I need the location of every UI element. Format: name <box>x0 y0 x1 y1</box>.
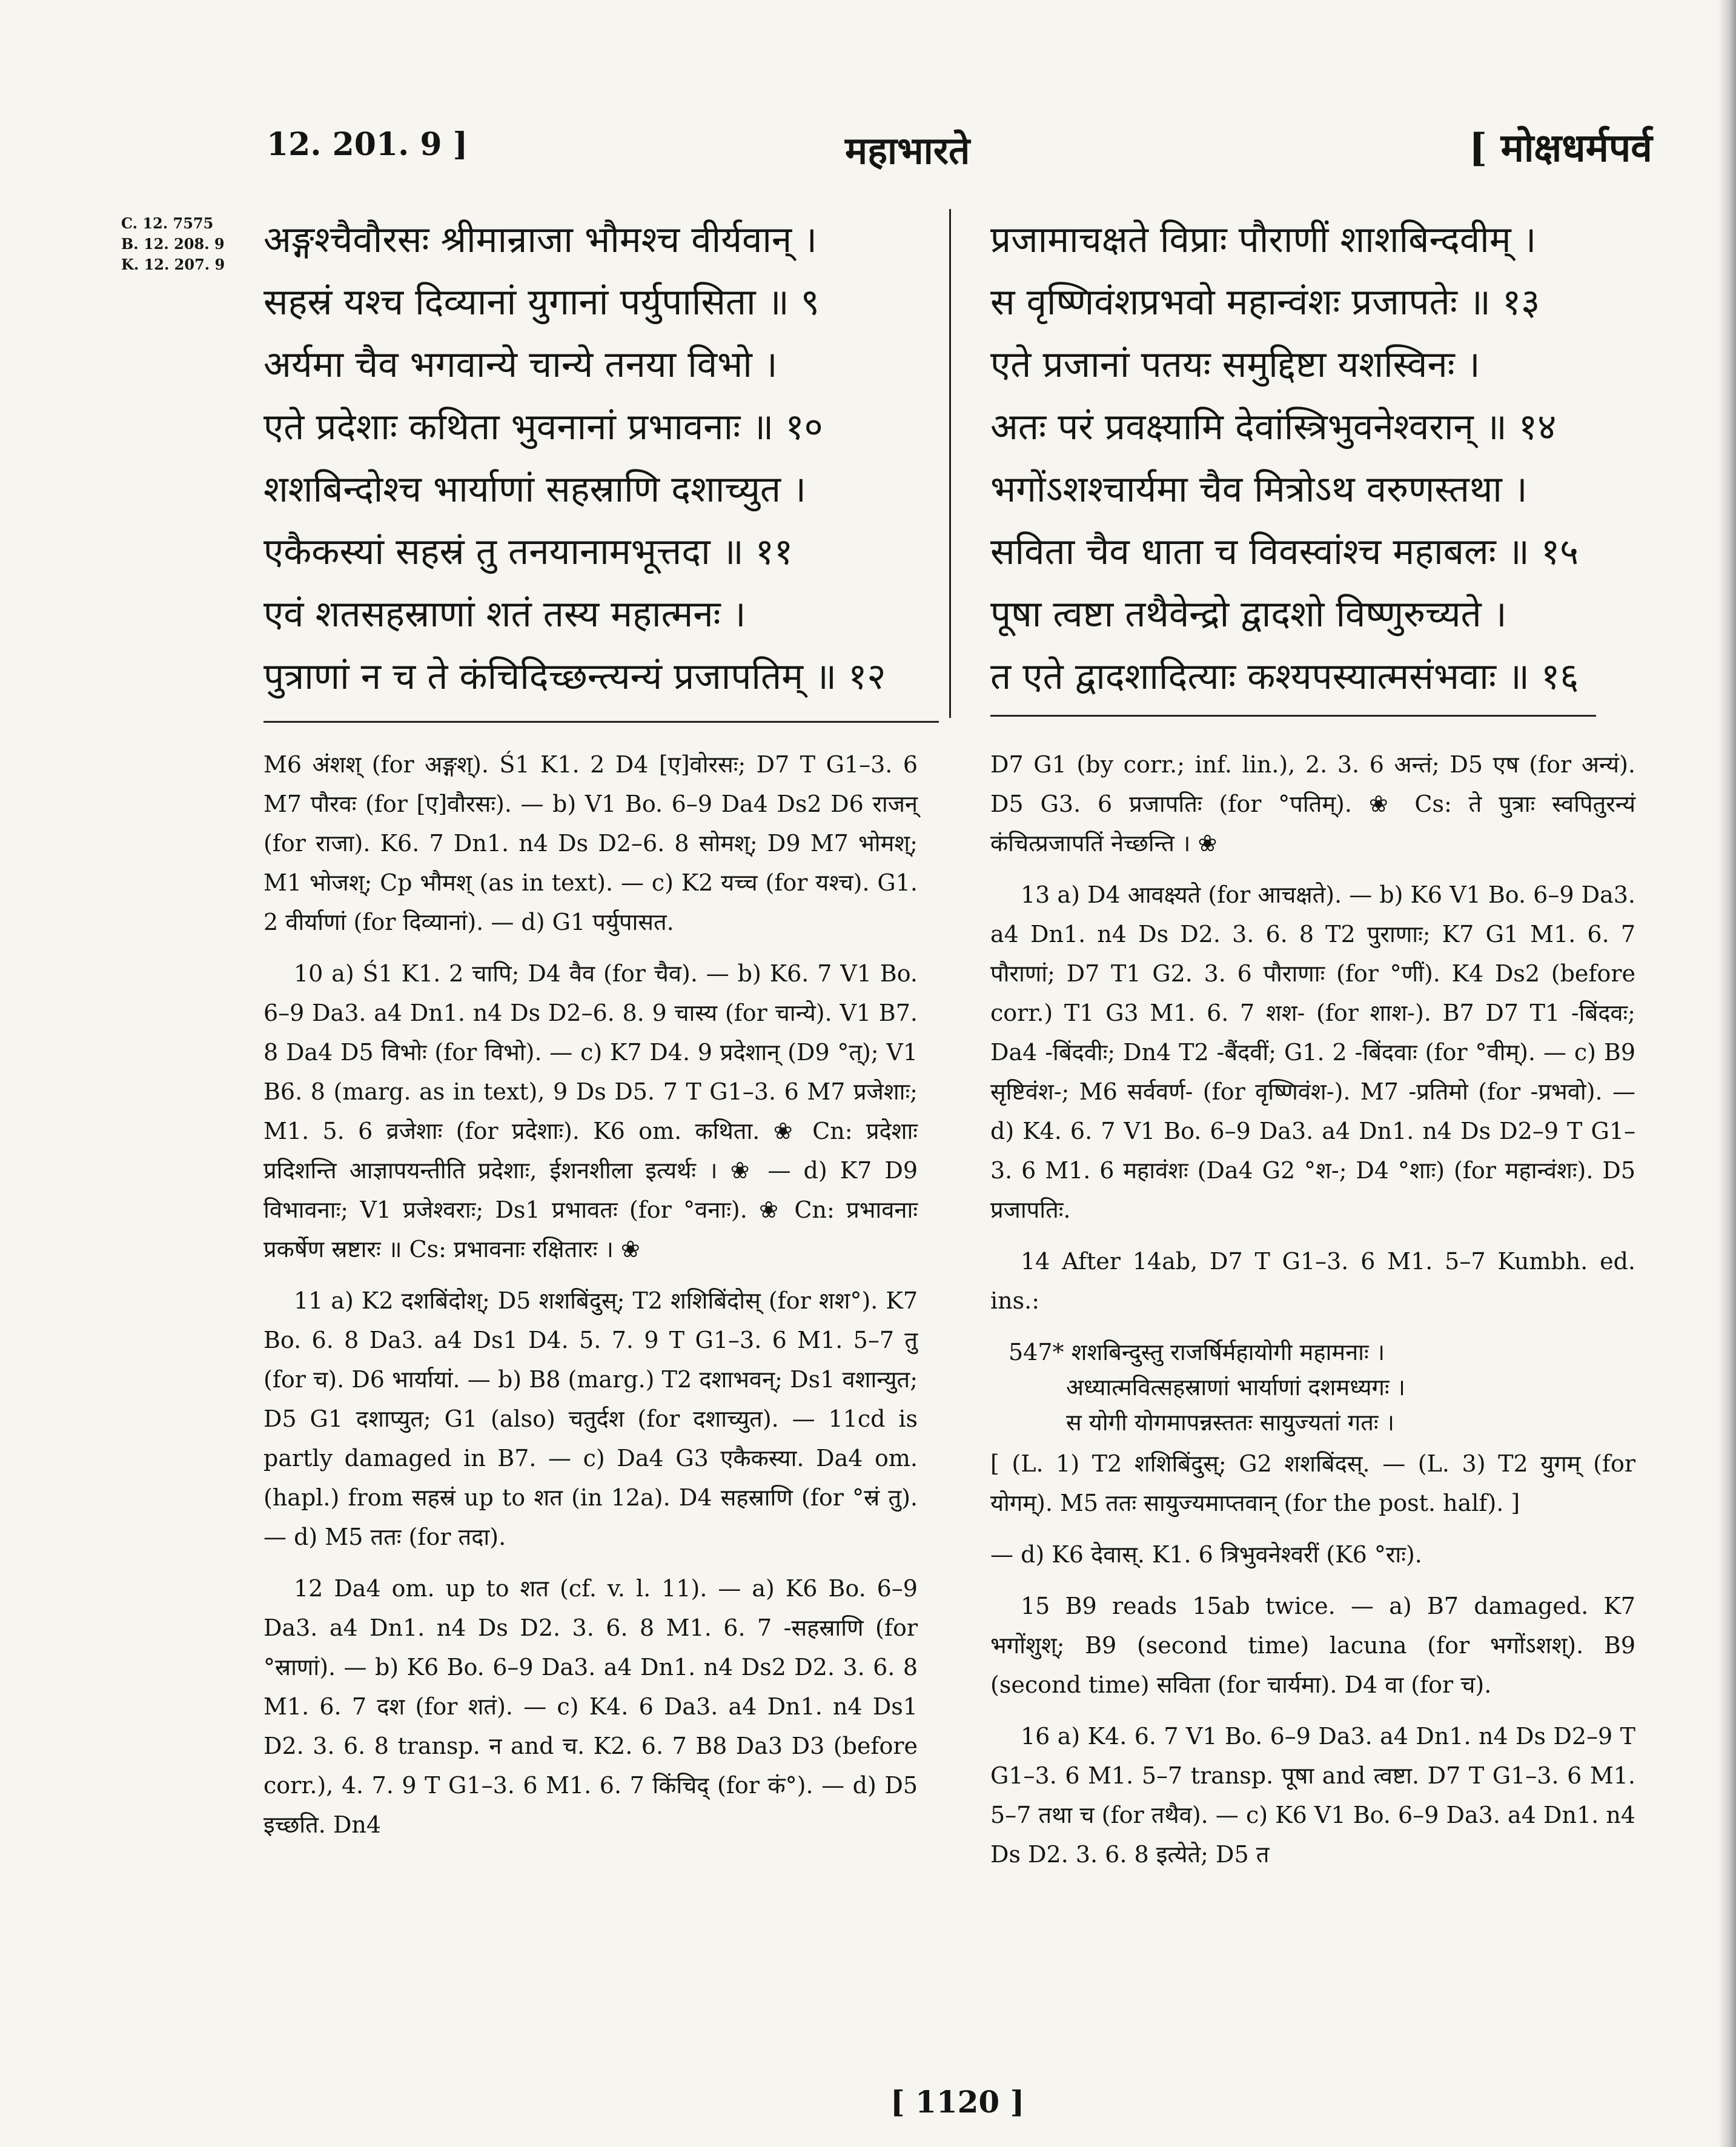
verses-right-column <box>990 209 1579 708</box>
apparatus-note: 11 a) K2 दशबिंदोश्; D5 शशबिंदुस्; T2 शशिबिंदोस् (for शश°). K7 Bo. 6. 8 Da3. a4 Ds1 D4. 5. 7. 9 T G1–3. 6 M1. 5–7 तु (for च). D6 भार्यायां. — b) B8 (marg.) T2 दशाभवन्; Ds1 वशान्युत; D5 G1 दशाप्युत; G1 (also) चतुर्दश (for दशाच्युत). — 11cd is partly damaged in B7. — c) Da4 G3 एकैकस्या. Da4 om. (hapl.) from सहस्रं up to शत (in 12a). D4 सहस्राणि (for °स्रं तु). — d) M5 ततः (for तदा). <box>263 1287 918 1550</box>
insertion-note: [ (L. 1) T2 शशिबिंदुस्; G2 शशबिंदस्. — (L. 3) T2 युगम् (for योगम्). M5 ततः सायुज्यमाप्तवान् (for the post. half). ] <box>990 1450 1635 1516</box>
verse-line: त एते द्वादशादित्याः कश्यपस्यात्मसंभवाः ॥ १६ <box>990 655 1579 698</box>
apparatus-note: 16 a) K4. 6. 7 V1 Bo. 6–9 Da3. a4 Dn1. n4 Ds D2–9 T G1–3. 6 M1. 5–7 transp. पूषा and त्वष्टा. D7 T G1–3. 6 M1. 5–7 तथा च (for तथैव). — c) K6 V1 Bo. 6–9 Da3. a4 Dn1. n4 Ds D2. 3. 6. 8 इत्येते; D5 त <box>990 1723 1635 1868</box>
verse-line: शशबिन्दोश्च भार्याणां सहस्राणि दशाच्युत । <box>263 468 806 511</box>
insertion-line: 547* शशबिन्दुस्तु राजर्षिर्महायोगी महामनाः । <box>1009 1339 1385 1366</box>
verse-line: एते प्रदेशाः कथिता भुवनानां प्रभावनाः ॥ १० <box>263 406 823 448</box>
concordance-ref: K. 12. 207. 9 <box>121 256 225 273</box>
parvan-title: [ मोक्षधर्मपर्व <box>1469 125 1652 171</box>
critical-apparatus-left <box>263 745 918 1857</box>
apparatus-note: D7 G1 (by corr.; inf. lin.), 2. 3. 6 अन्तं; D5 एष (for अन्यं). D5 G3. 6 प्रजापतिः (for °पतिम्). ❀ Cs: ते पुत्राः स्वपितुरन्यं कंचित्प्रजापतिं नेच्छन्ति । ❀ <box>990 751 1635 857</box>
page-edge-shadow <box>1718 0 1736 2147</box>
concordance-refs <box>121 213 225 275</box>
concordance-ref: B. 12. 208. 9 <box>121 235 225 253</box>
apparatus-note: 13 a) D4 आवक्ष्यते (for आचक्षते). — b) K6 V1 Bo. 6–9 Da3. a4 Dn1. n4 Ds D2. 3. 6. 8 T2 पुराणाः; K7 G1 M1. 6. 7 पौराणां; D7 T1 G2. 3. 6 पौराणाः (for °णीं). K4 Ds2 (before corr.) T1 G3 M1. 6. 7 शश- (for शाश-). B7 D7 T1 -बिंदवः; Da4 -बिंदवीः; Dn4 T2 -बैंदवीं; G1. 2 -बिंदवाः (for °वीम्). — c) B9 सृष्टिवंश-; M6 सर्ववर्ण- (for वृष्णिवंश-). M7 -प्रतिमो (for -प्रभवो). — d) K4. 6. 7 V1 Bo. 6–9 Da3. a4 Dn1. n4 Ds D2–9 T G1–3. 6 M1. 6 महावंशः (Da4 G2 °श-; D4 °शाः) (for महान्वंशः). D5 प्रजापतिः. <box>990 881 1635 1223</box>
verse-line: पुत्राणां न च ते कंचिदिच्छन्त्यन्यं प्रजापतिम् ॥ १२ <box>263 655 886 698</box>
verse-line: सहस्रं यश्च दिव्यानां युगानां पर्युपासिता ॥ ९ <box>263 281 820 324</box>
verse-line: सविता चैव धाता च विवस्वांश्च महाबलः ॥ १५ <box>990 531 1579 573</box>
insertion-line: स योगी योगमापन्नस्ततः सायुज्यतां गतः । <box>1066 1409 1395 1436</box>
verse-line: अर्यमा चैव भगवान्ये चान्ये तनया विभो । <box>263 343 778 386</box>
verse-line: भगोंऽशश्चार्यमा चैव मित्रोऽथ वरुणस्तथा । <box>990 468 1528 511</box>
verse-line: एवं शतसहस्राणां शतं तस्य महात्मनः । <box>263 593 746 635</box>
apparatus-note: 15 B9 reads 15ab twice. — a) B7 damaged. K7 भगोंशुश्; B9 (second time) lacuna (for भगोंऽशश्). B9 (second time) सविता (for चार्यमा). D4 वा (for च). <box>990 1593 1635 1698</box>
verse-line: स वृष्णिवंशप्रभवो महान्वंशः प्रजापतेः ॥ १३ <box>990 281 1540 324</box>
apparatus-note: 10 a) Ś1 K1. 2 चापि; D4 वैव (for चैव). — b) K6. 7 V1 Bo. 6–9 Da3. a4 Dn1. n4 Ds D2–6. 8. 9 चास्य (for चान्ये). V1 B7. 8 Da4 D5 विभोः (for विभो). — c) K7 D4. 9 प्रदेशान् (D9 °त्); V1 B6. 8 (marg. as in text), 9 Ds D5. 7 T G1–3. 6 M7 प्रजेशाः; M1. 5. 6 व्रजेशाः (for प्रदेशाः). K6 om. कथिता. ❀ Cn: प्रदेशाः प्रदिशन्ति आज्ञापयन्तीति प्रदेशाः, ईशनशीला इत्यर्थः । ❀ — d) K7 D9 विभावनाः; V1 प्रजेश्वराः; Ds1 प्रभावतः (for °वनाः). ❀ Cn: प्रभावनाः प्रकर्षेण स्रष्टारः ॥ Cs: प्रभावनाः रक्षितारः । ❀ <box>263 960 918 1263</box>
verse-line: पूषा त्वष्टा तथैवेन्द्रो द्वादशो विष्णुरुच्यते । <box>990 593 1507 635</box>
verse-line: एकैकस्यां सहस्रं तु तनयानामभूत्तदा ॥ ११ <box>263 531 793 573</box>
critical-apparatus-right <box>990 745 1635 1887</box>
page-reference: 12. 201. 9 ] <box>267 126 468 163</box>
insertion-line: अध्यात्मवित्सहस्राणां भार्याणां दशमध्यगः । <box>1066 1374 1406 1401</box>
apparatus-note: M6 अंशश् (for अङ्गश्). Ś1 K1. 2 D4 [ए]वोरसः; D7 T G1–3. 6 M7 पौरवः (for [ए]वौरसः). — b) V1 Bo. 6–9 Da4 Ds2 D6 राजन् (for राजा). K6. 7 Dn1. n4 Ds D2–6. 8 सोमश्; D9 M7 भोमश्; M1 भोजश्; Cp भौमश् (as in text). — c) K2 यच्च (for यश्च). G1. 2 वीर्याणां (for दिव्यानां). — d) G1 पर्युपासत. <box>263 751 918 935</box>
text-separator-right <box>990 715 1596 717</box>
apparatus-note: — d) K6 देवास्. K1. 6 त्रिभुवनेश्वरीं (K6 °राः). <box>990 1541 1422 1568</box>
verse-line: अतः परं प्रवक्ष्यामि देवांस्त्रिभुवनेश्वरान् ॥ १४ <box>990 406 1557 448</box>
verse-line: अङ्गश्चैवौरसः श्रीमान्राजा भौमश्च वीर्यवान् । <box>263 219 818 261</box>
apparatus-note: 14 After 14ab, D7 T G1–3. 6 M1. 5–7 Kumbh. ed. ins.: <box>990 1248 1635 1314</box>
verse-line: एते प्रजानां पतयः समुद्दिष्टा यशस्विनः । <box>990 343 1480 386</box>
concordance-ref: C. 12. 7575 <box>121 214 214 232</box>
text-separator-left <box>263 721 939 723</box>
verses-left-column <box>263 209 886 708</box>
verse-line: प्रजामाचक्षते विप्राः पौराणीं शाशबिन्दवीम् । <box>990 219 1537 261</box>
insertion-passage <box>990 1333 1635 1438</box>
apparatus-note: 12 Da4 om. up to शत (cf. v. l. 11). — a) K6 Bo. 6–9 Da3. a4 Dn1. n4 Ds D2. 3. 6. 8 M1. 6. 7 -सहस्राणि (for °स्राणां). — b) K6 Bo. 6–9 Da3. a4 Dn1. n4 Ds2 D2. 3. 6. 8 M1. 6. 7 दश (for शतं). — c) K4. 6 Da3. a4 Dn1. n4 Ds1 D2. 3. 6. 8 transp. न and च. K2. 6. 7 B8 Da3 D3 (before corr.), 4. 7. 9 T G1–3. 6 M1. 6. 7 किंचिद् (for कं°). — d) D5 इच्छति. Dn4 <box>263 1575 918 1838</box>
column-divider <box>949 209 951 718</box>
page-title: महाभारते <box>845 128 970 173</box>
page-number: [ 1120 ] <box>890 2084 1025 2120</box>
insertion-number: 547* <box>1009 1339 1064 1366</box>
